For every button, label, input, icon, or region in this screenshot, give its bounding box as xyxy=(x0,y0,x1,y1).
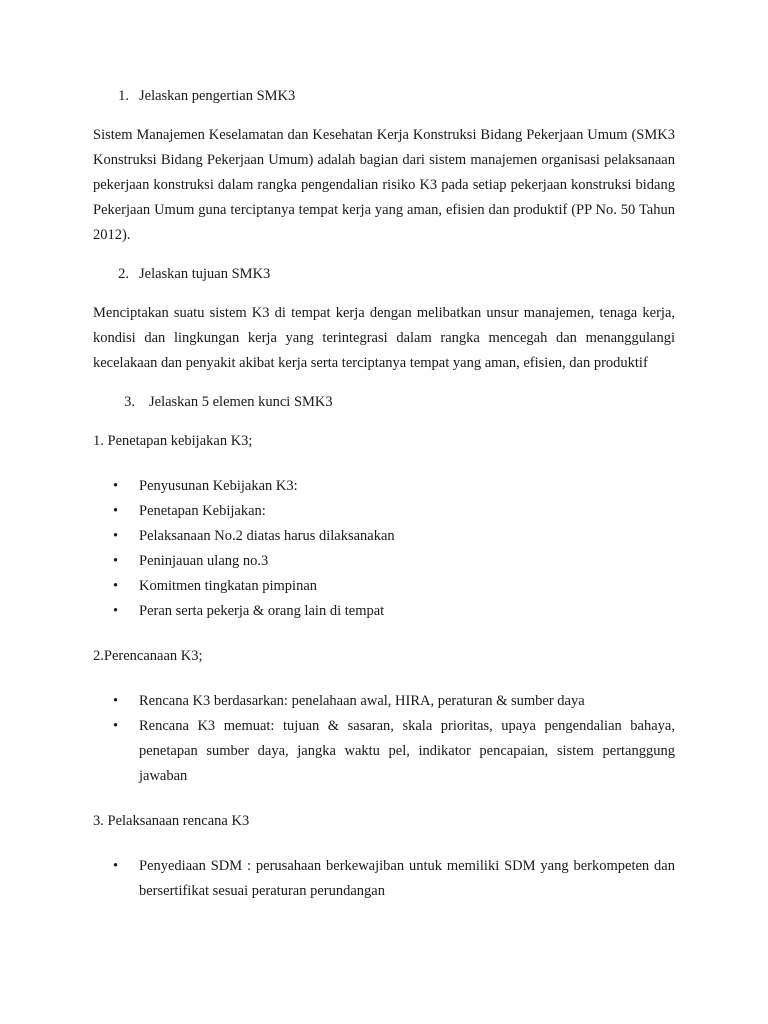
question-1 xyxy=(93,84,675,109)
list-item-text: Komitmen tingkatan pimpinan xyxy=(139,578,318,594)
element-title: 3. Pelaksanaan rencana K3 xyxy=(93,813,250,829)
question-number: 3. xyxy=(124,394,135,410)
list-item-text: Peninjauan ulang no.3 xyxy=(139,553,269,569)
bullet-list xyxy=(93,689,675,789)
list-item-text: Penyediaan SDM : perusahaan berkewajiban untuk memiliki SDM yang berkompeten dan bersertifikat sesuai peraturan perundangan xyxy=(139,858,675,899)
document-body xyxy=(93,84,675,924)
bullet-icon: • xyxy=(113,478,119,494)
list-item-text: Pelaksanaan No.2 diatas harus dilaksanakan xyxy=(139,528,395,544)
question-text: Jelaskan 5 elemen kunci SMK3 xyxy=(149,394,333,410)
list-item xyxy=(93,714,675,789)
question-text: Jelaskan tujuan SMK3 xyxy=(139,266,271,282)
bullet-icon: • xyxy=(113,603,119,619)
list-item-text: Rencana K3 memuat: tujuan & sasaran, skala prioritas, upaya pengendalian bahaya, penetapan sumber daya, jangka waktu pel, indikator pencapaian, sistem pertanggung jawaban xyxy=(139,718,675,784)
list-item-text: Rencana K3 berdasarkan: penelahaan awal, HIRA, peraturan & sumber daya xyxy=(139,693,585,709)
bullet-icon: • xyxy=(113,528,119,544)
answer-purpose: Menciptakan suatu sistem K3 di tempat kerja dengan melibatkan unsur manajemen, tenaga kerja, kondisi dan lingkungan kerja yang terintegrasi dalam rangka mencegah dan menanggulangi kecelakaan dan penyakit akibat kerja serta terciptanya tempat yang aman, efisien, dan produktif xyxy=(93,305,675,371)
answer-definition: Sistem Manajemen Keselamatan dan Kesehatan Kerja Konstruksi Bidang Pekerjaan Umum (SMK3 Konstruksi Bidang Pekerjaan Umum) adalah bagian dari sistem manajemen organisasi pelaksanaan pekerjaan konstruksi dalam rangka pengendalian risiko K3 pada setiap pekerjaan konstruksi bidang Pekerjaan Umum guna terciptanya tempat kerja yang aman, efisien dan produktif (PP No. 50 Tahun 2012). xyxy=(93,127,675,243)
bullet-icon: • xyxy=(113,693,119,709)
list-item xyxy=(93,549,675,574)
list-item xyxy=(93,524,675,549)
bullet-icon: • xyxy=(113,718,119,734)
list-item xyxy=(93,499,675,524)
list-item xyxy=(93,689,675,714)
bullet-list xyxy=(93,474,675,624)
bullet-icon: • xyxy=(113,578,119,594)
list-item xyxy=(93,474,675,499)
bullet-icon: • xyxy=(113,553,119,569)
list-item xyxy=(93,854,675,904)
list-item xyxy=(93,599,675,624)
bullet-list xyxy=(93,854,675,904)
question-3 xyxy=(93,390,675,415)
question-2 xyxy=(93,262,675,287)
list-item-text: Penyusunan Kebijakan K3: xyxy=(139,478,298,494)
list-item-text: Peran serta pekerja & orang lain di tempat xyxy=(139,603,385,619)
question-text: Jelaskan pengertian SMK3 xyxy=(139,88,296,104)
question-number: 2. xyxy=(118,266,129,282)
question-number: 1. xyxy=(118,88,129,104)
list-item xyxy=(93,574,675,599)
bullet-icon: • xyxy=(113,858,119,874)
element-title: 1. Penetapan kebijakan K3; xyxy=(93,433,253,449)
bullet-icon: • xyxy=(113,503,119,519)
list-item-text: Penetapan Kebijakan: xyxy=(139,503,266,519)
element-title: 2.Perencanaan K3; xyxy=(93,648,203,664)
